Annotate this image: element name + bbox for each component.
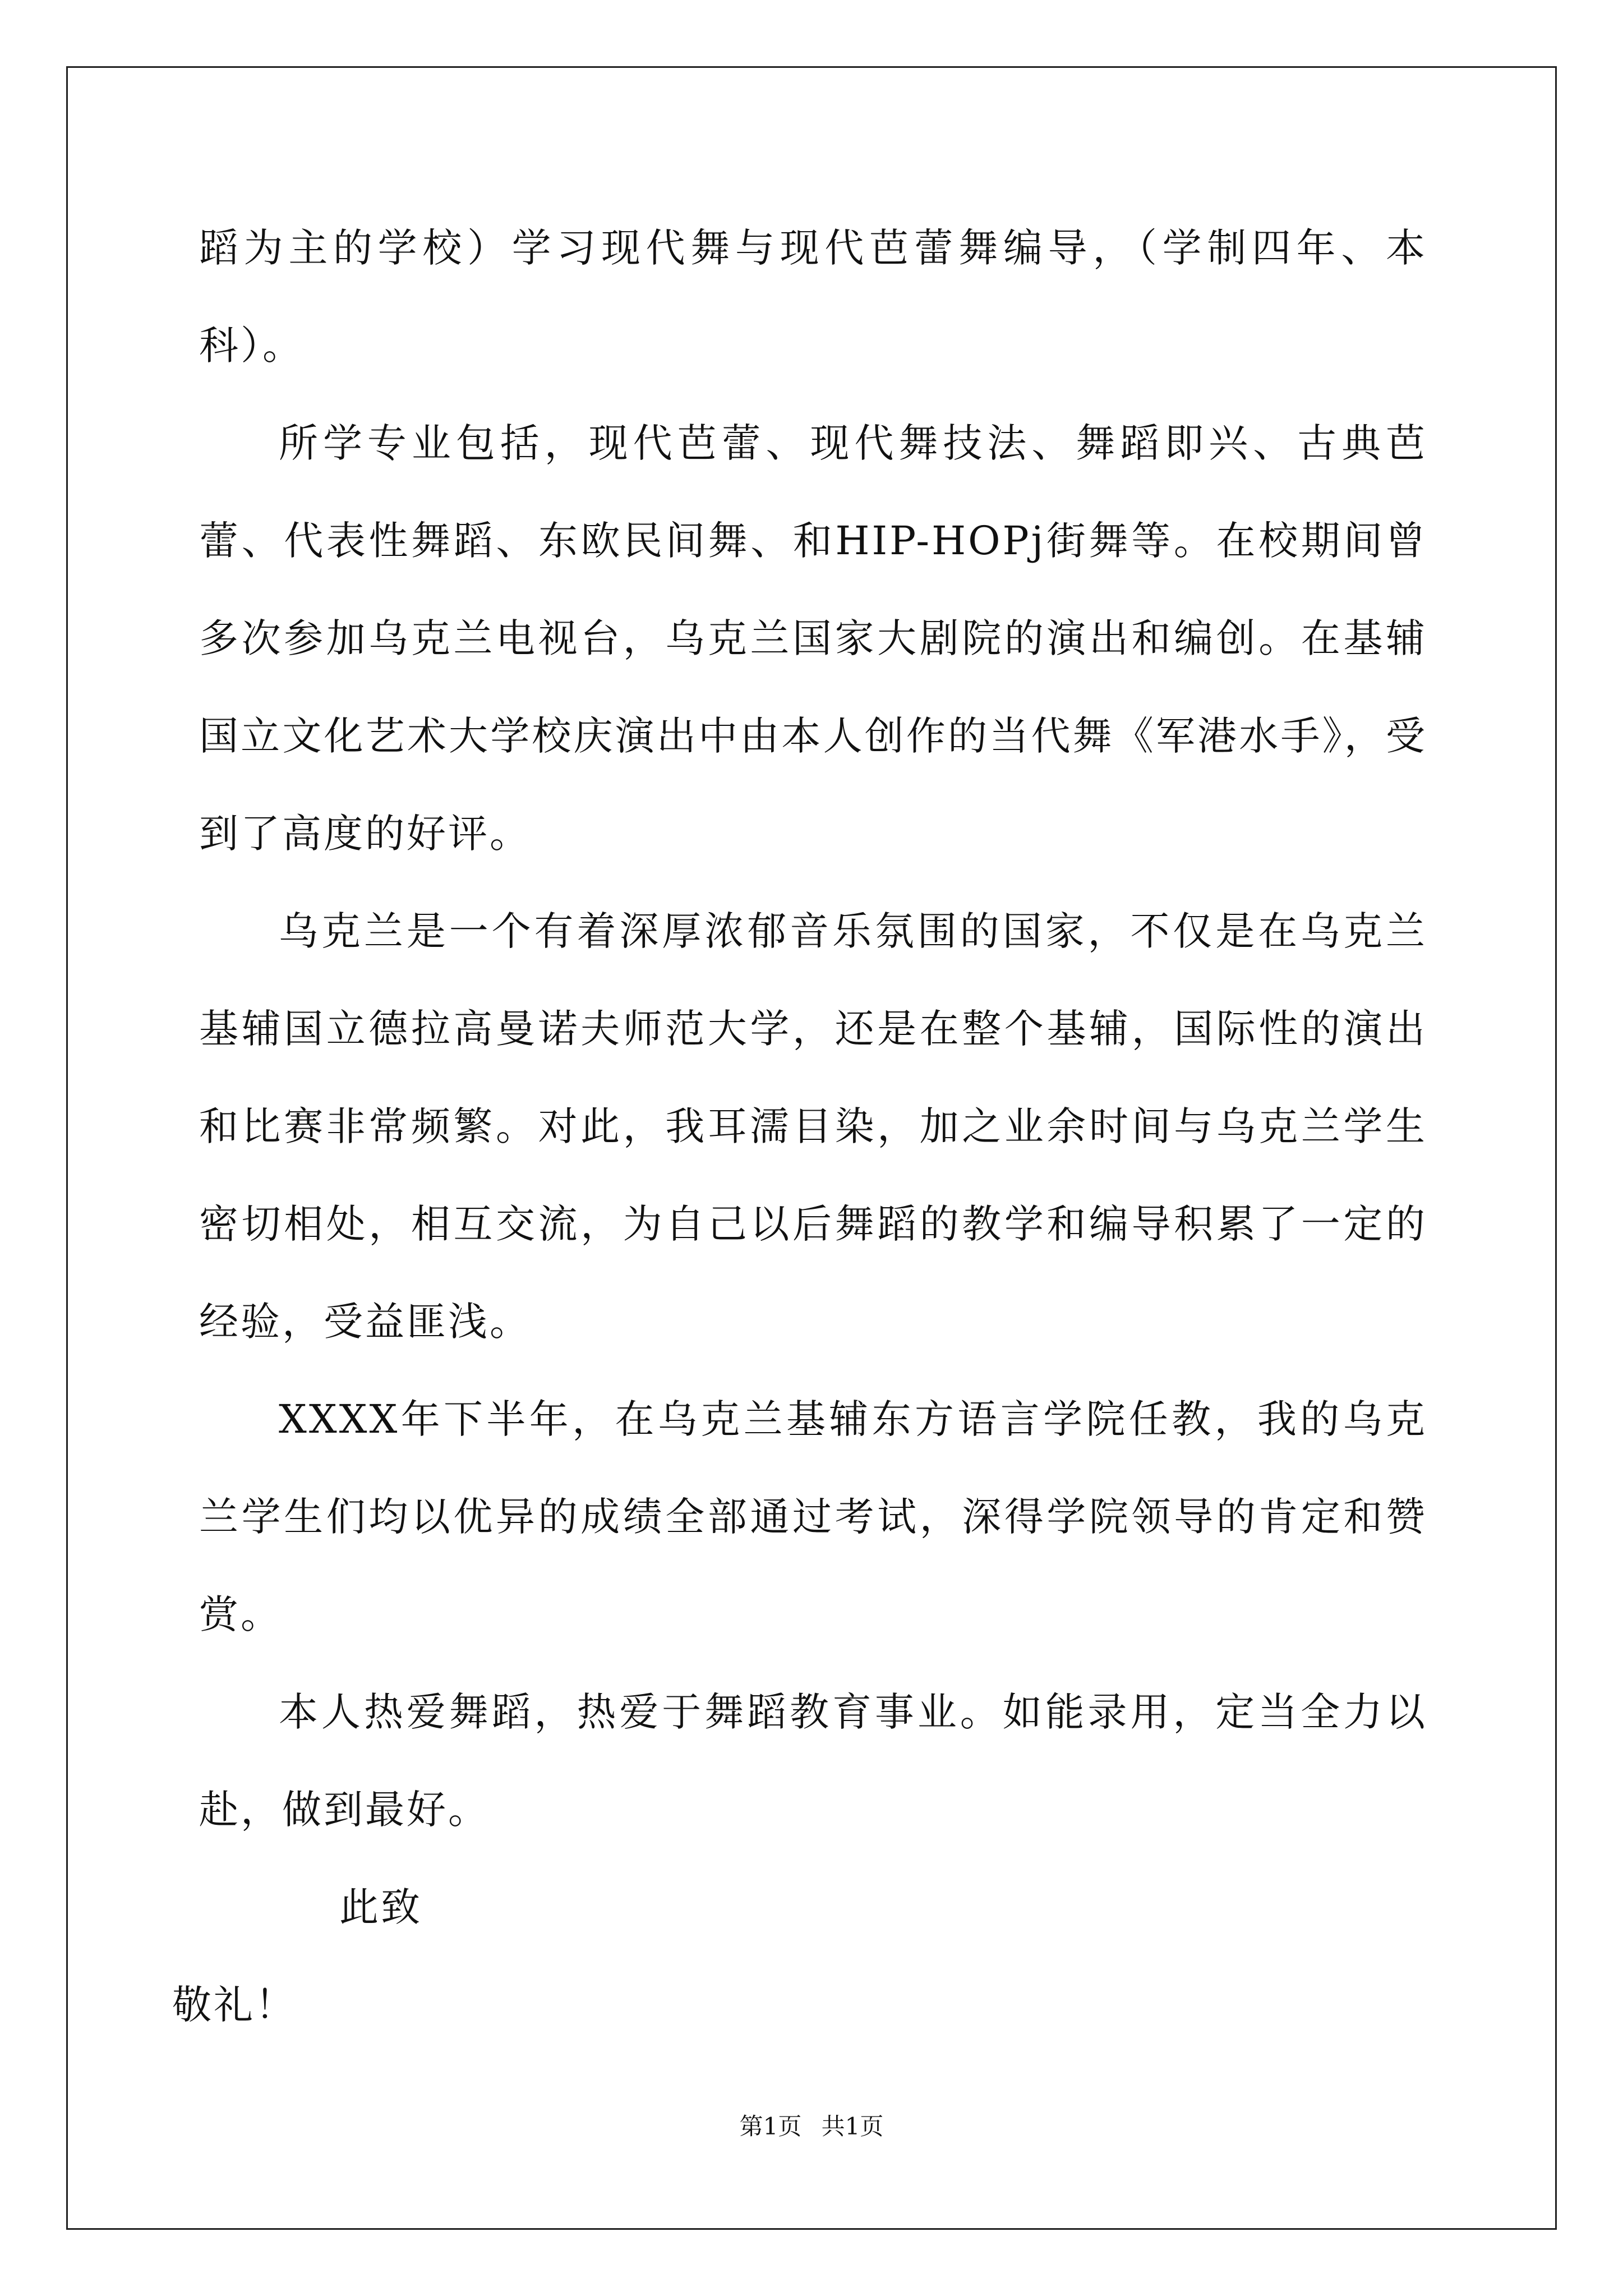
- letter-body: [172, 199, 1427, 2054]
- paragraph-5: 本人热爱舞蹈，热爱于舞蹈教育事业。如能录用，定当全力以赴，做到最好。: [199, 1689, 1427, 1833]
- paragraph-2: 所学专业包括，现代芭蕾、现代舞技法、舞蹈即兴、古典芭蕾、代表性舞蹈、东欧民间舞、和HIP-HOPj街舞等。在校期间曾多次参加乌克兰电视台，乌克兰国家大剧院的演出和编创。在基辅国立文化艺术大学校庆演出中由本人创作的当代舞《军港水手》，受到了高度的好评。: [199, 420, 1427, 857]
- paragraph-1: 蹈为主的学校）学习现代舞与现代芭蕾舞编导，（学制四年、本科）。: [199, 225, 1427, 369]
- closing-salutation: 敬礼！: [172, 1982, 297, 2028]
- paragraph-3: 乌克兰是一个有着深厚浓郁音乐氛围的国家，不仅是在乌克兰基辅国立德拉高曼诺夫师范大学，还是在整个基辅，国际性的演出和比赛非常频繁。对此，我耳濡目染，加之业余时间与乌克兰学生密切相处，相互交流，为自己以后舞蹈的教学和编导积累了一定的经验，受益匪浅。: [199, 908, 1427, 1345]
- closing-greeting: 此致: [339, 1884, 422, 1930]
- page-number-footer: 第1页 共1页: [739, 2113, 884, 2140]
- paragraph-4: XXXX年下半年，在乌克兰基辅东方语言学院任教，我的乌克兰学生们均以优异的成绩全部通过考试，深得学院领导的肯定和赞赏。: [199, 1396, 1427, 1637]
